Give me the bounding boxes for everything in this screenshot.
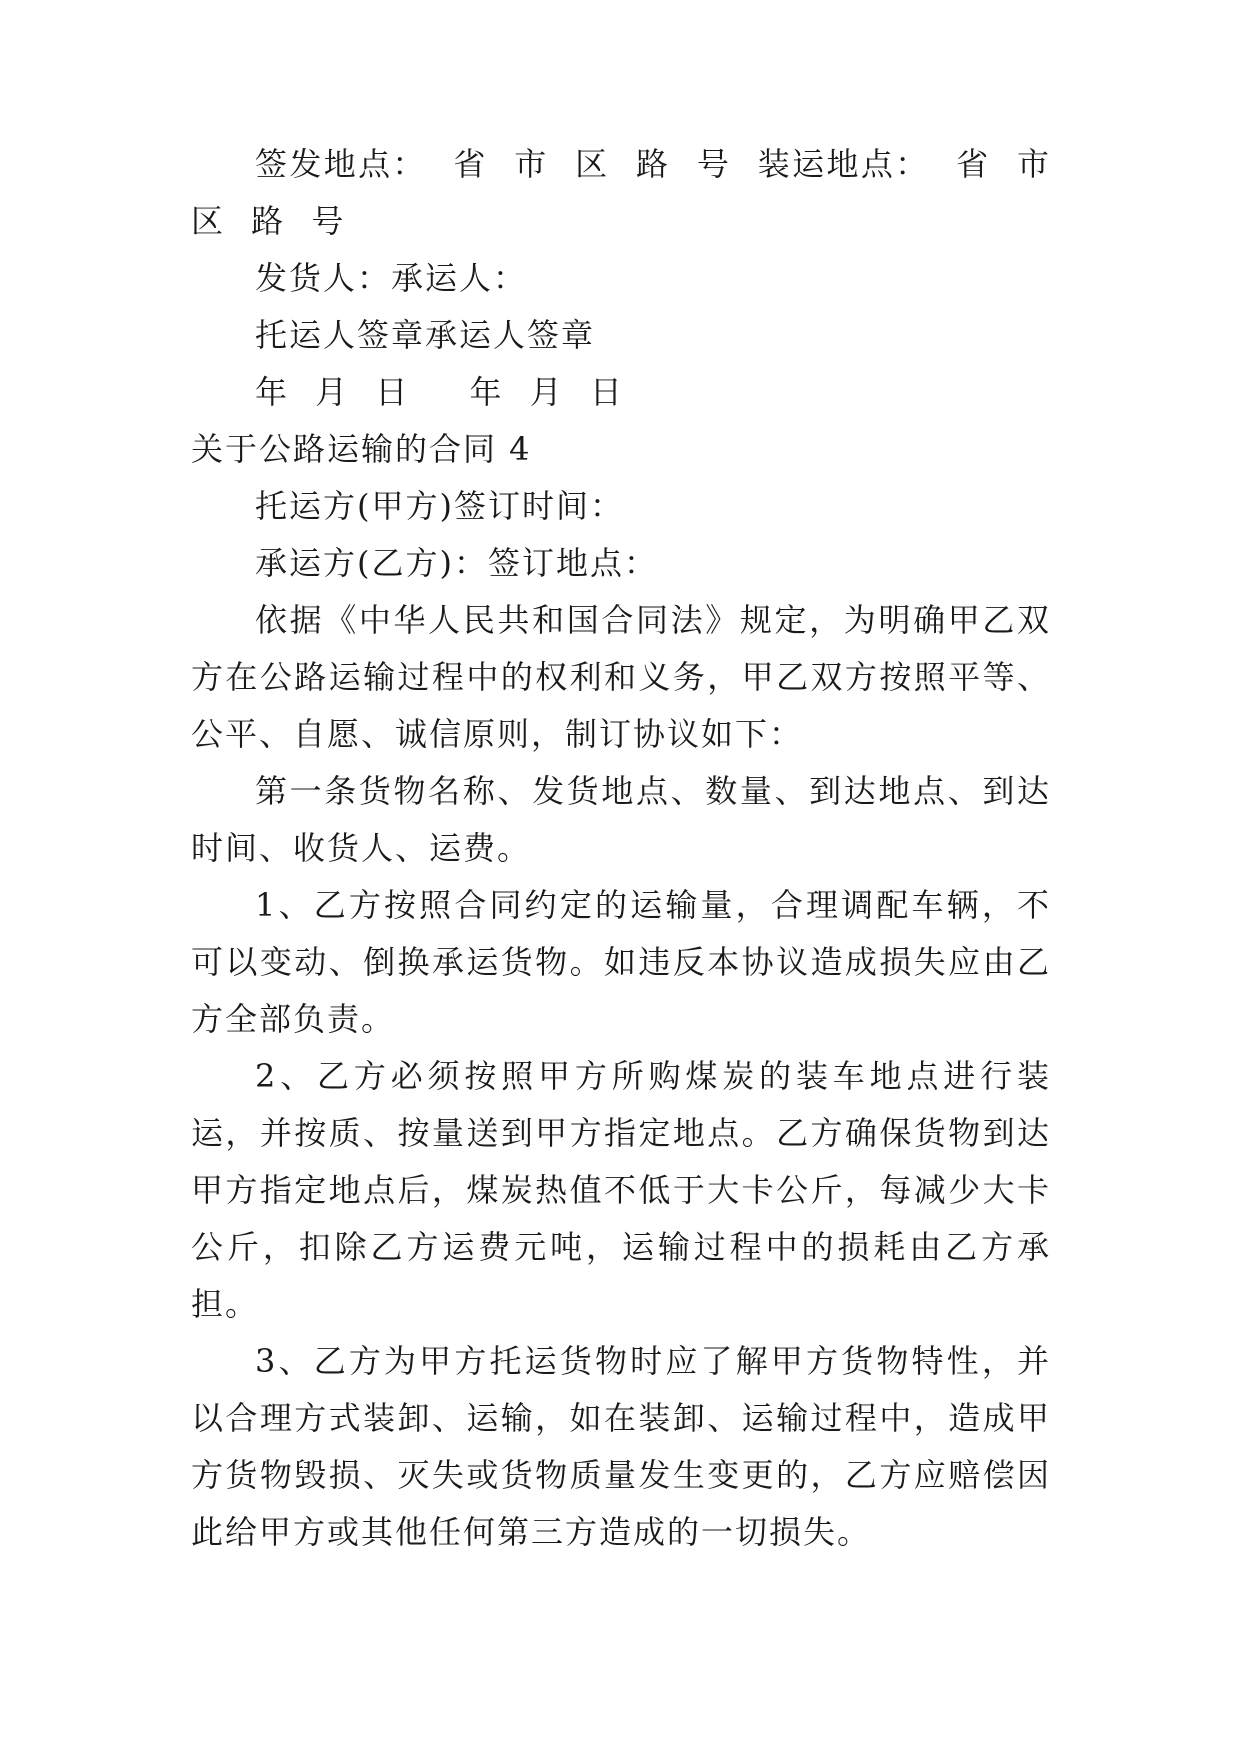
dates-paragraph: 年 月 日 年 月 日 [255, 373, 624, 411]
signatures-paragraph: 托运人签章承运人签章 [255, 316, 596, 354]
issue-place-paragraph: 签发地点： 省 市 区 路 号 装运地点： 省 市 区 路 号 [191, 145, 1051, 240]
clause-2-paragraph: 2、乙方必须按照甲方所购煤炭的装车地点进行装运，并按质、按量送到甲方指定地点。乙方确保货物到达甲方指定地点后，煤炭热值不低于大卡公斤，每减少大卡公斤，扣除乙方运费元吨，运输过程中的损耗由乙方承担。 [191, 1057, 1051, 1323]
party-a-paragraph: 托运方(甲方)签订时间： [255, 487, 624, 525]
contract-title: 关于公路运输的合同 4 [191, 430, 532, 468]
preamble-paragraph: 依据《中华人民共和国合同法》规定，为明确甲乙双方在公路运输过程中的权利和义务，甲乙双方按照平等、公平、自愿、诚信原则，制订协议如下： [191, 601, 1051, 753]
document-body [191, 136, 1051, 1561]
clause-1-paragraph: 1、乙方按照合同约定的运输量，合理调配车辆，不可以变动、倒换承运货物。如违反本协议造成损失应由乙方全部负责。 [191, 886, 1051, 1038]
article-1-paragraph: 第一条货物名称、发货地点、数量、到达地点、到达时间、收货人、运费。 [191, 772, 1051, 867]
party-b-paragraph: 承运方(乙方)：签订地点： [255, 544, 658, 582]
clause-3-paragraph: 3、乙方为甲方托运货物时应了解甲方货物特性，并以合理方式装卸、运输，如在装卸、运输过程中，造成甲方货物毁损、灭失或货物质量发生变更的，乙方应赔偿因此给甲方或其他任何第三方造成的一切损失。 [191, 1342, 1051, 1551]
shipper-carrier-paragraph: 发货人：承运人： [255, 259, 528, 297]
